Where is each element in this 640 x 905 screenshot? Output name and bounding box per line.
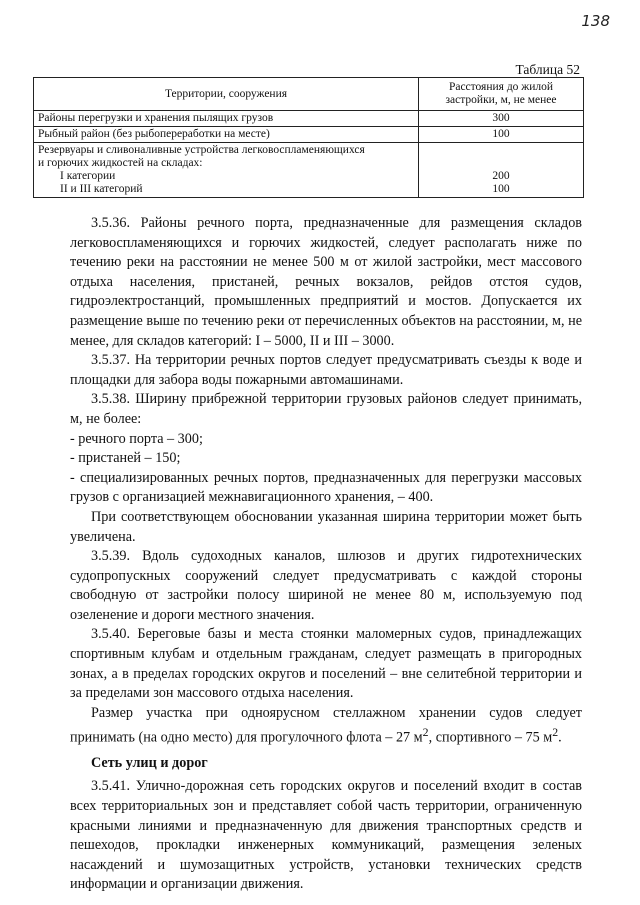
table-header-row bbox=[34, 78, 584, 111]
group-item-label: II и III категорий bbox=[60, 183, 143, 195]
paragraph-3-5-36: 3.5.36. Районы речного порта, предназначенные для размещения складов легковоспламеняющихся и горючих жидкостей, следует располагать ниже по течению реки на расстоянии не менее 500 м от жилой застройки, мест массового отдыха населения, пристаней, речных вокзалов, рейдов отстоя судов, гидроэлектростанций, промышленных предприятий и мостов. Допускается их размещение выше по течению реки от перечисленных объектов на расстоянии, м, не менее, для складов категорий: I – 5000, II и III – 3000. bbox=[70, 215, 582, 349]
body-text bbox=[70, 214, 582, 895]
row-value: 100 bbox=[419, 127, 584, 143]
row-value: 300 bbox=[419, 111, 584, 127]
paragraph-3-5-38: 3.5.38. Ширину прибрежной территории грузовых районов следует принимать, м, не более: bbox=[70, 391, 582, 427]
group-item-value: 100 bbox=[492, 183, 510, 195]
header-distance bbox=[419, 78, 584, 111]
table-row bbox=[34, 111, 584, 127]
table-row bbox=[34, 127, 584, 143]
table-caption: Таблица 52 bbox=[515, 62, 580, 77]
group-label-line2: и горючих жидкостей на складах: bbox=[38, 157, 203, 169]
header-territories: Территории, сооружения bbox=[34, 78, 419, 111]
group-item-value: 200 bbox=[492, 170, 510, 182]
list-item: - пристаней – 150; bbox=[70, 450, 181, 467]
header-distance-line2: застройки, м, не менее bbox=[445, 94, 557, 106]
paragraph-3-5-40: 3.5.40. Береговые базы и места стоянки маломерных судов, принадлежащих спортивным клубам и отдельным гражданам, следует размещать в пригородных зонах, а в пределах городских округов и поселений – вне селитебной территории и за пределами зон массового отдыха населения. bbox=[70, 626, 582, 702]
group-item-label: I категории bbox=[60, 170, 116, 182]
superscript-2: 2 bbox=[422, 725, 429, 740]
distance-table bbox=[33, 77, 584, 198]
header-distance-line1: Расстояния до жилой bbox=[448, 81, 554, 93]
page-number: 138 bbox=[581, 12, 610, 30]
paragraph-3-5-38-note: При соответствующем обосновании указанная ширина территории может быть увеличена. bbox=[70, 508, 582, 545]
row-label: Районы перегрузки и хранения пылящих грузов bbox=[34, 111, 419, 127]
group-value-cell bbox=[419, 143, 584, 198]
paragraph-3-5-37: 3.5.37. На территории речных портов следует предусматривать съезды к воде и площадки для забора воды пожарными автомашинами. bbox=[70, 352, 582, 388]
list-item: - речного порта – 300; bbox=[70, 430, 203, 447]
group-label-cell bbox=[34, 143, 419, 198]
list-item: - специализированных речных портов, предназначенных для перегрузки массовых грузов с организацией межнавигационного хранения, – 400. bbox=[70, 469, 582, 506]
paragraph-3-5-41: 3.5.41. Улично-дорожная сеть городских округов и поселений входит в состав всех территориальных зон и представляет собой часть территории, ограниченную красными линиями и предназначенную для движения транспортных средств и пешеходов, прокладки инженерных коммуникаций, размещения зеленых насаждений и шумозащитных устройств, установки технических средств информации и организации движения. bbox=[70, 778, 582, 893]
row-label: Рыбный район (без рыбопереработки на месте) bbox=[34, 127, 419, 143]
table-row-group bbox=[34, 143, 584, 198]
size-text-start: Размер участка при одноярусном стеллажном хранении судов следует принимать (на одно место) для прогулочного флота – 27 м bbox=[70, 704, 582, 747]
size-text-mid: , спортивного – 75 м bbox=[428, 730, 553, 747]
paragraph-3-5-40-size bbox=[70, 704, 582, 749]
superscript-2: 2 bbox=[552, 725, 559, 740]
group-label-line1: Резервуары и сливоналивные устройства легковоспламеняющихся bbox=[38, 144, 365, 156]
section-heading: Сеть улиц и дорог bbox=[91, 754, 208, 771]
paragraph-3-5-39: 3.5.39. Вдоль судоходных каналов, шлюзов и других гидротехнических судопропускных сооружений следует предусматривать с каждой стороны свободную от застройки полосу шириной не менее 80 м, используемую под озеленение и дороги местного значения. bbox=[70, 548, 582, 623]
size-text-end: . bbox=[558, 730, 562, 747]
